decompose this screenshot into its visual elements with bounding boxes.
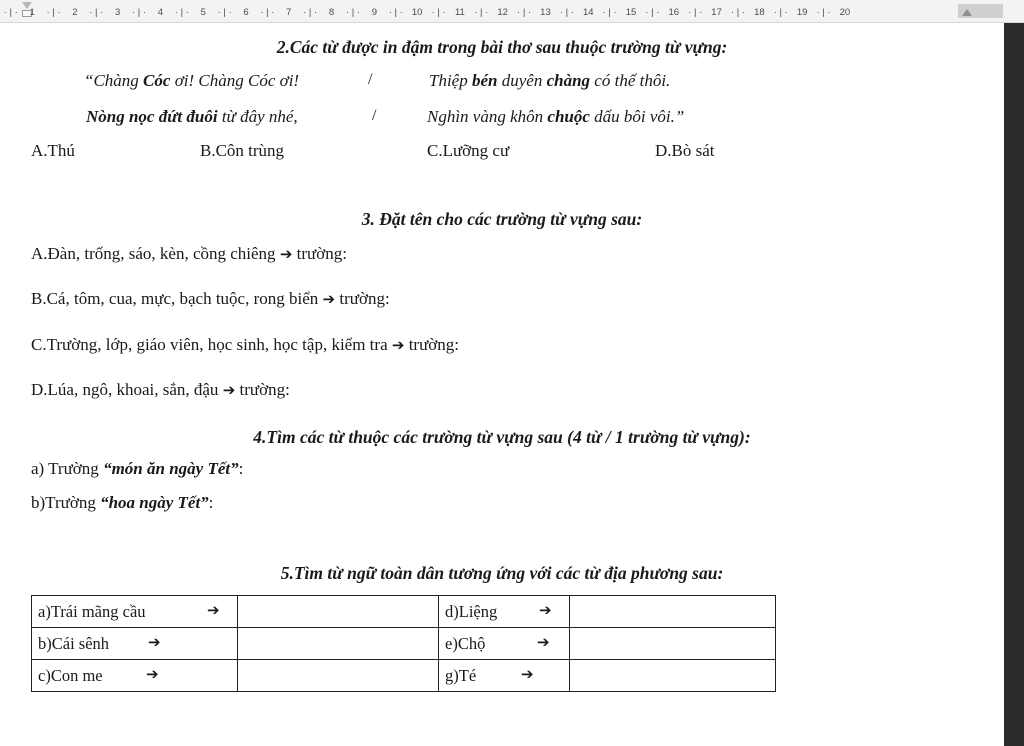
ruler-number: 9 xyxy=(371,6,377,18)
q3-item-suffix: trường: xyxy=(239,380,290,399)
ruler-number: 8 xyxy=(328,6,335,18)
ruler-tick: · | · xyxy=(174,6,189,18)
ruler-tick: · | · xyxy=(602,6,617,18)
ruler-number: 13 xyxy=(540,6,551,18)
ruler-number: 1 xyxy=(29,6,35,18)
question-4-heading: 4.Tìm các từ thuộc các trường từ vựng sau (4 từ / 1 trường từ vựng): xyxy=(253,427,751,447)
question-3-heading: 3. Đặt tên cho các trường từ vựng sau: xyxy=(361,209,643,229)
q4-item-suffix: : xyxy=(238,459,244,478)
poem-bold-word: bén xyxy=(471,71,498,90)
poem-line-2-left xyxy=(86,107,298,127)
option-a: A.Thú xyxy=(31,141,75,160)
horizontal-ruler[interactable] xyxy=(0,0,1024,23)
q4-item-prefix: a) Trường xyxy=(31,459,104,478)
table-cell-right-word[interactable] xyxy=(439,660,570,692)
poem-text: dấu bôi vôi.” xyxy=(589,107,685,126)
dialect-word: b)Cái sênh xyxy=(38,633,110,653)
option-c: C.Lưỡng cư xyxy=(427,141,510,160)
q4-item-suffix: : xyxy=(208,493,214,512)
ruler-number: 16 xyxy=(668,6,680,18)
q3-item-text: A.Đàn, trống, sáo, kèn, cồng chiêng xyxy=(31,244,276,263)
table-cell-left-word[interactable] xyxy=(32,660,238,692)
q3-item-suffix: trường: xyxy=(408,335,460,354)
ruler-tick: · | · xyxy=(46,6,61,18)
poem-text: “Chàng xyxy=(84,71,144,90)
ruler-tick: · | · xyxy=(388,6,403,18)
ruler-tick: · | · xyxy=(688,6,703,18)
poem-text: duyên xyxy=(497,71,547,90)
ruler-tick: · | · xyxy=(260,6,275,18)
ruler-scale xyxy=(0,5,1000,19)
ruler-number: 20 xyxy=(839,6,851,18)
q3-item-suffix: trường: xyxy=(339,289,390,308)
ruler-tick: · | · xyxy=(303,6,318,18)
right-arrow-icon: ➔ xyxy=(279,245,293,263)
table-cell-answer[interactable] xyxy=(238,660,439,692)
poem-text: có thế thôi. xyxy=(590,71,671,90)
ruler-number: 2 xyxy=(72,6,78,18)
table-cell-right-word[interactable] xyxy=(439,596,570,628)
ruler-tick: · | · xyxy=(773,6,788,18)
option-b: B.Côn trùng xyxy=(200,141,285,160)
poem-line-1-left xyxy=(84,71,299,91)
ruler-number: 6 xyxy=(243,6,249,18)
right-arrow-icon: ➔ xyxy=(146,665,159,683)
table-cell-answer[interactable] xyxy=(570,628,776,660)
right-arrow-icon: ➔ xyxy=(148,633,161,651)
option-d: D.Bò sát xyxy=(655,141,715,160)
ruler-number: 12 xyxy=(497,6,508,18)
ruler-number: 3 xyxy=(115,6,121,18)
window-edge xyxy=(1004,23,1024,746)
q3-item-text: D.Lúa, ngô, khoai, sắn, đậu xyxy=(31,380,219,399)
right-arrow-icon: ➔ xyxy=(537,633,550,651)
ruler-tick: · | · xyxy=(345,6,360,18)
q3-item-text: C.Trường, lớp, giáo viên, học sinh, học tập, kiểm tra xyxy=(31,335,388,354)
q3-item-b xyxy=(31,289,390,309)
poem-line-1-right xyxy=(429,71,670,91)
q4-field-name: “hoa ngày Tết” xyxy=(100,493,209,512)
poem-text: Thiệp xyxy=(429,71,472,90)
table-cell-left-word[interactable] xyxy=(32,596,238,628)
ruler-tick: · | · xyxy=(217,6,232,18)
q3-item-d xyxy=(31,380,290,400)
right-arrow-icon: ➔ xyxy=(207,601,220,619)
table-cell-answer[interactable] xyxy=(238,596,439,628)
table-row xyxy=(32,660,776,692)
ruler-number: 15 xyxy=(625,6,637,18)
poem-bold-word: chuộc xyxy=(547,107,590,126)
ruler-number: 18 xyxy=(754,6,765,18)
table-row xyxy=(32,596,776,628)
q3-item-suffix: trường: xyxy=(296,244,347,263)
poem-separator: / xyxy=(368,71,373,88)
ruler-tick: · | · xyxy=(3,6,18,18)
poem-bold-word: Cóc xyxy=(143,71,171,90)
question-2-heading: 2.Các từ được in đậm trong bài thơ sau thuộc trường từ vựng: xyxy=(276,37,728,57)
right-arrow-icon: ➔ xyxy=(322,290,336,308)
poem-text: từ đây nhé, xyxy=(217,107,298,126)
q3-item-text: B.Cá, tôm, cua, mực, bạch tuộc, rong biển xyxy=(31,289,319,308)
table-cell-right-word[interactable] xyxy=(439,628,570,660)
right-arrow-icon: ➔ xyxy=(222,381,236,399)
ruler-tick: · | · xyxy=(645,6,660,18)
ruler-tick: · | · xyxy=(559,6,574,18)
poem-bold-word: chàng xyxy=(546,71,591,90)
ruler-number: 11 xyxy=(454,6,465,18)
ruler-tick: · | · xyxy=(89,6,104,18)
ruler-number: 5 xyxy=(200,6,206,18)
dialect-word: c)Con me xyxy=(38,665,103,685)
ruler-tick: · | · xyxy=(517,6,532,18)
right-indent-marker[interactable] xyxy=(962,9,972,16)
ruler-tick: · | · xyxy=(730,6,746,18)
table-cell-answer[interactable] xyxy=(570,596,776,628)
ruler-number: 17 xyxy=(711,6,722,18)
ruler-tick: · | · xyxy=(816,6,831,18)
ruler-number: 7 xyxy=(286,6,292,18)
dialect-word: g)Té xyxy=(445,665,477,685)
dialect-word: a)Trái mãng cầu xyxy=(38,601,146,621)
ruler-number: 10 xyxy=(411,6,423,18)
q3-item-a xyxy=(31,244,347,264)
right-arrow-icon: ➔ xyxy=(539,601,552,619)
table-cell-left-word[interactable] xyxy=(32,628,238,660)
q4-field-name: “món ăn ngày Tết” xyxy=(103,459,239,478)
dialect-word: d)Liệng xyxy=(445,601,498,621)
ruler-number: 4 xyxy=(157,6,164,18)
ruler-tick: · | · xyxy=(431,6,446,18)
q4-item-prefix: b)Trường xyxy=(31,493,101,512)
ruler-tick: · | · xyxy=(474,6,489,18)
q4-item-b xyxy=(31,493,213,513)
poem-text: Nghìn vàng khôn xyxy=(427,107,548,126)
ruler-number: 19 xyxy=(796,6,808,18)
document-page[interactable] xyxy=(0,23,1004,746)
dialect-words-table xyxy=(31,595,776,692)
right-arrow-icon: ➔ xyxy=(521,665,534,683)
question-5-heading: 5.Tìm từ ngữ toàn dân tương ứng với các từ địa phương sau: xyxy=(280,563,724,583)
right-arrow-icon: ➔ xyxy=(391,336,405,354)
poem-line-2-right xyxy=(427,107,684,127)
poem-bold-word: đứt đuôi xyxy=(158,107,218,126)
dialect-word: e)Chộ xyxy=(445,633,486,653)
q3-item-c xyxy=(31,335,459,355)
poem-bold-word: Nòng nọc xyxy=(86,107,155,126)
table-cell-answer[interactable] xyxy=(570,660,776,692)
ruler-tick: · | · xyxy=(132,6,147,18)
poem-text: ơi! Chàng Cóc ơi! xyxy=(170,71,300,90)
q4-item-a xyxy=(31,459,243,479)
table-row xyxy=(32,628,776,660)
poem-separator: / xyxy=(372,107,377,124)
ruler-number: 14 xyxy=(582,6,594,18)
table-cell-answer[interactable] xyxy=(238,628,439,660)
